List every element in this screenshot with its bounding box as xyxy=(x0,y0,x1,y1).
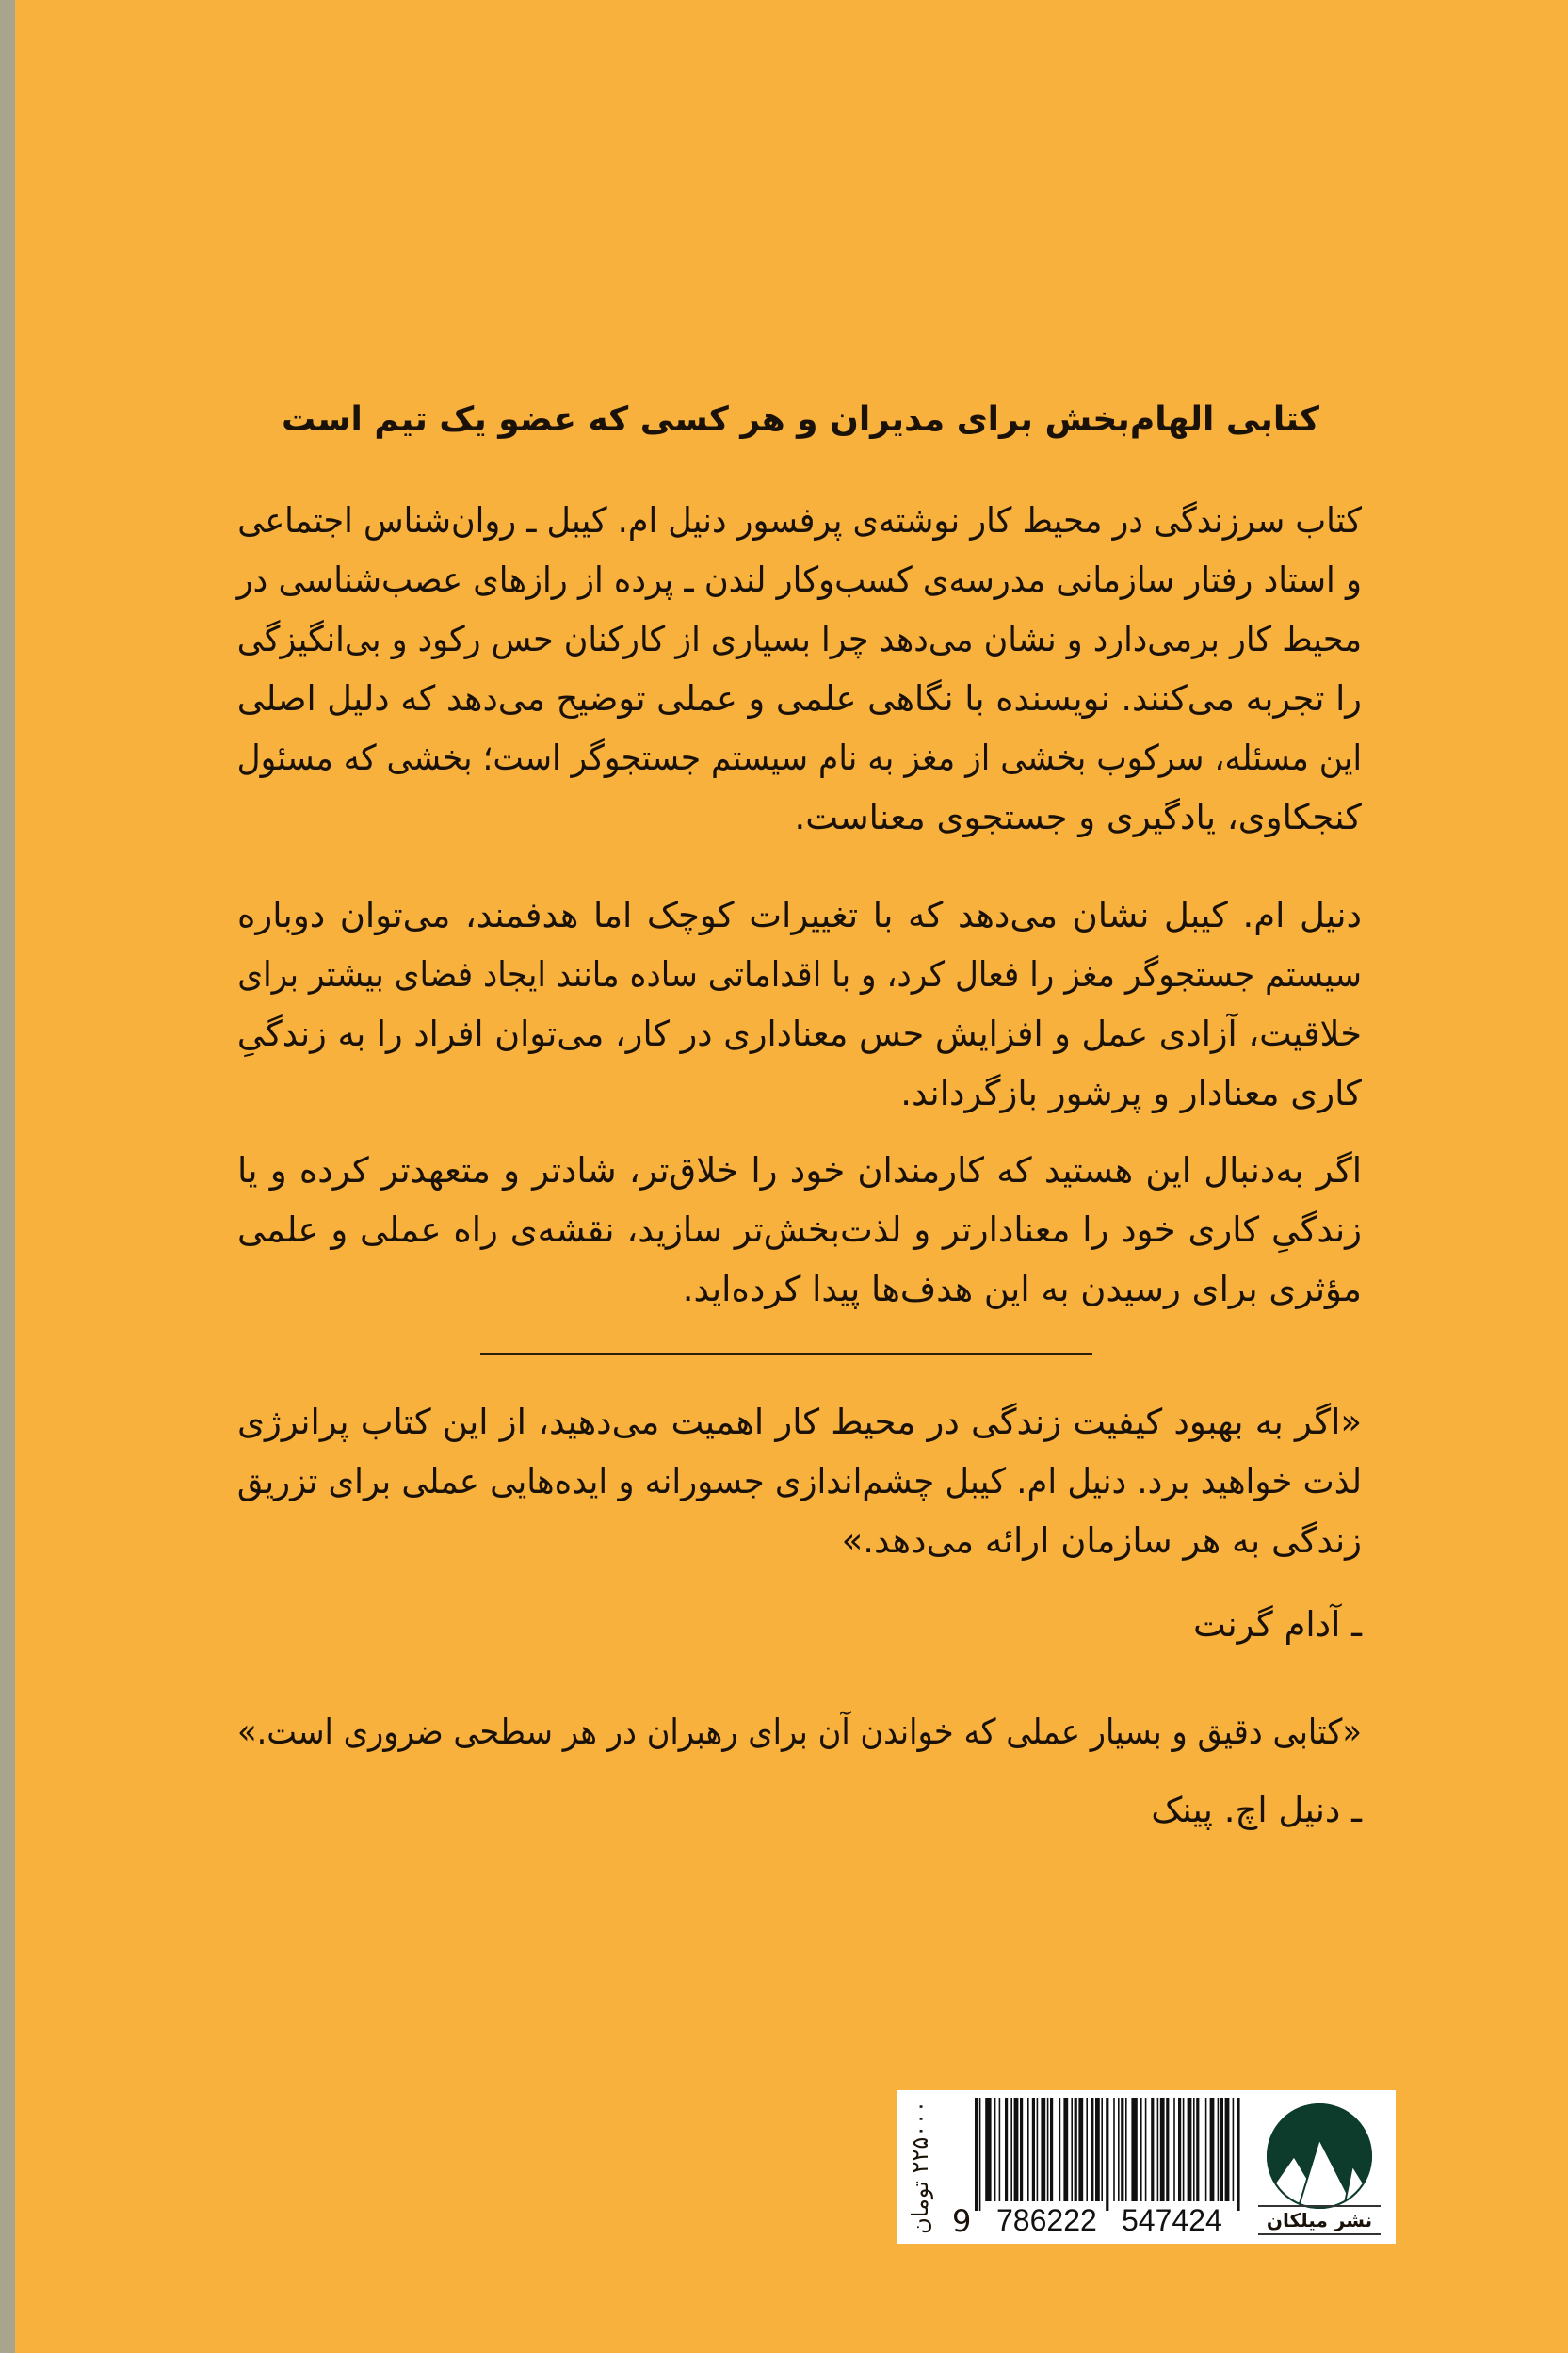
barcode-panel xyxy=(897,2090,1396,2244)
barcode-bar xyxy=(1183,2098,1185,2201)
barcode-bar xyxy=(1173,2098,1175,2201)
cover-headline: کتابی الهام‌بخش برای مدیران و هر کسی که عضو یک تیم است xyxy=(282,400,1319,439)
text-line: زندگیِ کاری خود را معنادارتر و لذت‌بخش‌تر سازید، نقشه‌ی راه عملی و علمی xyxy=(237,1209,1362,1250)
text-line: محیط کار برمی‌دارد و نشان می‌دهد چرا بسیاری از کارکنان حس رکود و بی‌انگیزگی xyxy=(236,619,1363,659)
barcode-bar xyxy=(1145,2098,1147,2201)
barcode-first-digit: 9 xyxy=(952,2203,972,2239)
barcode-bar xyxy=(1078,2098,1083,2201)
barcode-bar xyxy=(1005,2098,1008,2201)
barcode-bar xyxy=(1160,2098,1165,2201)
barcode-bar xyxy=(979,2098,981,2211)
barcode-bar xyxy=(999,2098,1001,2201)
barcode-bar xyxy=(1086,2098,1088,2201)
barcode-bar xyxy=(1166,2098,1169,2201)
quote-2 xyxy=(237,1702,1362,1840)
barcode-bar xyxy=(1095,2098,1100,2201)
barcode-bar xyxy=(1218,2098,1220,2201)
barcode-bar xyxy=(1225,2098,1230,2201)
publisher-name: نشر میلکان xyxy=(1258,2205,1381,2235)
barcode-bar xyxy=(1233,2098,1235,2201)
barcode-bar xyxy=(1027,2098,1029,2201)
divider xyxy=(480,1353,1092,1355)
text-line: این مسئله، سرکوب بخشی از مغز به نام سیستم جستجوگر است؛ بخشی که مسئول xyxy=(236,738,1362,778)
barcode-bar xyxy=(1010,2098,1012,2201)
text-line: دنیل ام. کیبل نشان می‌دهد که با تغییرات کوچک اما هدفمند، می‌توان دوباره xyxy=(237,895,1362,935)
text-line: خلاقیت، آزادی عمل و افزایش حس معناداری در کار، می‌توان افراد را به زندگیِ xyxy=(236,1014,1363,1054)
description-paragraph-1 xyxy=(237,491,1362,847)
barcode-bar xyxy=(1157,2098,1159,2201)
barcode-bar xyxy=(1193,2098,1195,2201)
text-line: را تجربه می‌کنند. نویسنده با نگاهی علمی و عملی توضیح می‌دهد که دلیل اصلی xyxy=(236,678,1363,719)
quote-line: «کتابی دقیق و بسیار عملی که خواندن آن برای رهبران در هر سطحی ضروری است.» xyxy=(236,1712,1363,1752)
barcode-bar xyxy=(1041,2098,1045,2201)
barcode-bar xyxy=(1091,2098,1093,2201)
barcode-bar xyxy=(1220,2098,1223,2201)
price-text: ۲۲۵۰۰۰ تومان xyxy=(907,2100,933,2234)
quote-1 xyxy=(237,1392,1362,1654)
text-line: کاری معنادار و پرشور بازگرداند. xyxy=(900,1073,1362,1113)
text-line: و استاد رفتار سازمانی مدرسه‌ی کسب‌وکار لندن ـ پرده از رازهای عصب‌شناسی در xyxy=(236,560,1362,600)
quote-author: ـ آدام گرنت xyxy=(1193,1604,1362,1645)
barcode-bar xyxy=(1106,2098,1108,2211)
book-spine-edge xyxy=(0,0,15,2353)
price-label xyxy=(901,2100,939,2234)
barcode-bar xyxy=(1050,2098,1053,2201)
description-paragraph-3 xyxy=(237,1141,1362,1319)
barcode-bar xyxy=(1032,2098,1035,2201)
quote-line: لذت خواهید برد. دنیل ام. کیبل چشم‌اندازی جسورانه و ایده‌هایی عملی برای تزریق xyxy=(236,1461,1362,1501)
text-line: سیستم جستجوگر مغز را فعال کرد، و با اقداماتی ساده مانند ایجاد فضای بیشتر برای xyxy=(237,954,1362,995)
barcode-digits-group-2: 547424 xyxy=(1122,2203,1222,2237)
barcode-bar xyxy=(985,2098,991,2201)
barcode-bar xyxy=(1131,2098,1137,2201)
barcode-bar xyxy=(1121,2098,1123,2201)
barcode-bar xyxy=(1151,2098,1154,2201)
barcode-bar xyxy=(1037,2098,1039,2201)
barcode-bar xyxy=(1075,2098,1077,2201)
barcode-bar xyxy=(1125,2098,1127,2201)
text-line: اگر به‌دنبال این هستید که کارمندان خود را خلاق‌تر، شادتر و متعهدتر کرده و یا xyxy=(237,1150,1362,1191)
text-line: کتاب سرزندگی در محیط کار نوشته‌ی پرفسور دنیل ام. کیبل ـ روان‌شناس اجتماعی xyxy=(237,500,1362,541)
text-line: مؤثری برای رسیدن به این هدف‌ها پیدا کرده‌اید. xyxy=(682,1269,1362,1309)
barcode-bar xyxy=(1047,2098,1049,2201)
barcode-bar xyxy=(994,2098,996,2201)
barcode-bar xyxy=(1140,2098,1142,2201)
barcode xyxy=(973,2098,1241,2211)
barcode-bar xyxy=(1178,2098,1181,2201)
barcode-bar xyxy=(1196,2098,1199,2201)
barcode-bar xyxy=(1237,2098,1239,2211)
barcode-bar xyxy=(1071,2098,1073,2201)
quote-line: زندگی به هر سازمان ارائه می‌دهد.» xyxy=(841,1520,1362,1561)
quote-line: «اگر به بهبود کیفیت زندگی در محیط کار اهمیت می‌دهید، از این کتاب پرانرژی xyxy=(237,1402,1362,1442)
barcode-digits-group-1: 786222 xyxy=(996,2203,1097,2237)
barcode-bar xyxy=(1113,2098,1115,2201)
barcode-bar xyxy=(1210,2098,1215,2201)
text-line: کنجکاوی، یادگیری و جستجوی معناست. xyxy=(794,797,1362,837)
barcode-bar xyxy=(1118,2098,1120,2201)
barcode-bar xyxy=(1020,2098,1023,2201)
barcode-bar xyxy=(1101,2098,1103,2201)
barcode-bar xyxy=(1059,2098,1061,2201)
description-paragraph-2 xyxy=(237,885,1362,1123)
barcode-bar xyxy=(975,2098,978,2211)
barcode-bar xyxy=(1063,2098,1068,2201)
barcode-bar xyxy=(1188,2098,1192,2201)
quote-author: ـ دنیل اچ. پینک xyxy=(1151,1790,1362,1830)
barcode-bar xyxy=(1205,2098,1207,2201)
barcode-bar xyxy=(1014,2098,1019,2201)
